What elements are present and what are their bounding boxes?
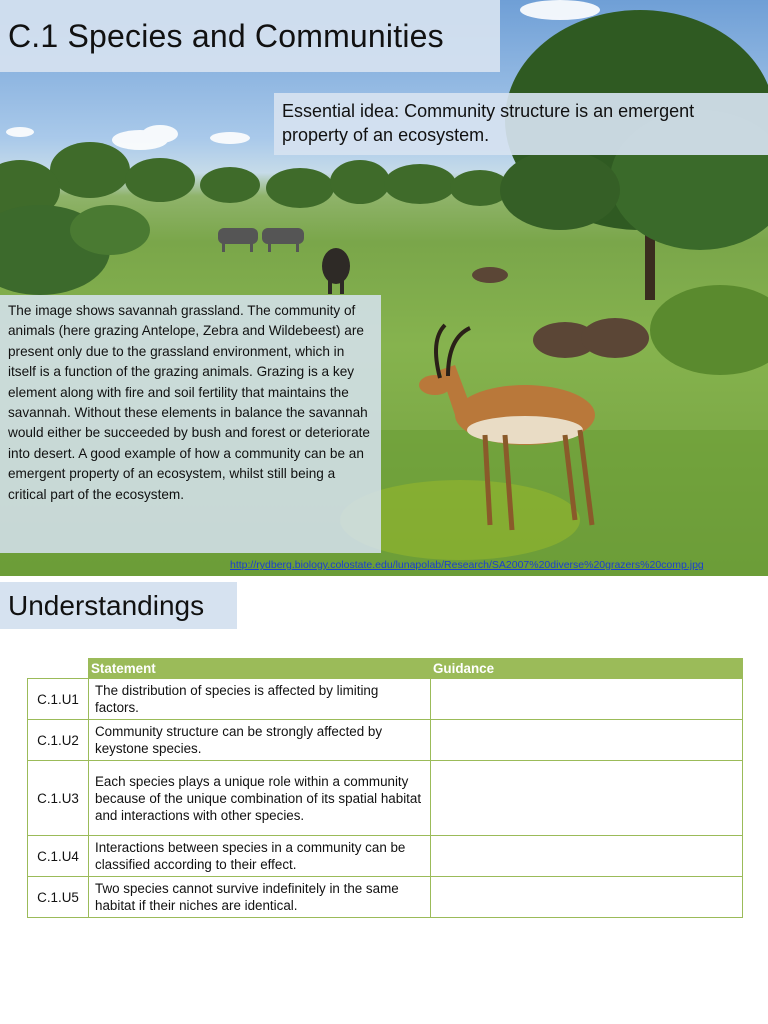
title-banner (0, 0, 500, 72)
row-guidance (431, 877, 743, 918)
row-statement: Interactions between species in a community can be classified according to their effect. (89, 836, 431, 877)
row-statement: Community structure can be strongly affected by keystone species. (89, 720, 431, 761)
understandings-table (27, 658, 743, 918)
page-title: C.1 Species and Communities (8, 18, 444, 54)
row-id: C.1.U5 (28, 877, 89, 918)
section-heading: Understandings (8, 590, 205, 621)
essential-idea: Essential idea: Community structure is an emergent property of an ecosystem. (274, 93, 768, 155)
table-row (28, 679, 743, 720)
row-statement: The distribution of species is affected by limiting factors. (89, 679, 431, 720)
table-row (28, 720, 743, 761)
row-statement: Each species plays a unique role within a community because of the unique combination of its spatial habitat and interactions with other species. (89, 761, 431, 836)
table-row (28, 761, 743, 836)
row-id: C.1.U4 (28, 836, 89, 877)
row-guidance (431, 679, 743, 720)
table-row (28, 877, 743, 918)
table-header-row (28, 659, 743, 679)
row-id: C.1.U2 (28, 720, 89, 761)
table-header-guidance: Guidance (431, 659, 743, 679)
section-heading-box (0, 582, 237, 629)
row-id: C.1.U3 (28, 761, 89, 836)
row-guidance (431, 720, 743, 761)
row-id: C.1.U1 (28, 679, 89, 720)
table-header-statement: Statement (89, 659, 431, 679)
image-description: The image shows savannah grassland. The community of animals (here grazing Antelope, Zebra and Wildebeest) are present only due to the grassland environment, which in itself is a function of the grazing animals. Grazing is a key element along with fire and soil fertility that maintains the savannah. Without these elements in balance the savannah would either be succeeded by bush and forest or deteriorate into desert. A good example of how a community can be an emergent property of an ecosystem, whilst still being a critical part of the ecosystem. (0, 295, 381, 553)
row-statement: Two species cannot survive indefinitely in the same habitat if their niches are identical. (89, 877, 431, 918)
row-guidance (431, 836, 743, 877)
image-credit-link[interactable]: http://rydberg.biology.colostate.edu/lunapolab/Research/SA2007%20diverse%20grazers%20comp.jpg (230, 559, 704, 571)
table-row (28, 836, 743, 877)
row-guidance (431, 761, 743, 836)
table-header-blank (28, 659, 89, 679)
